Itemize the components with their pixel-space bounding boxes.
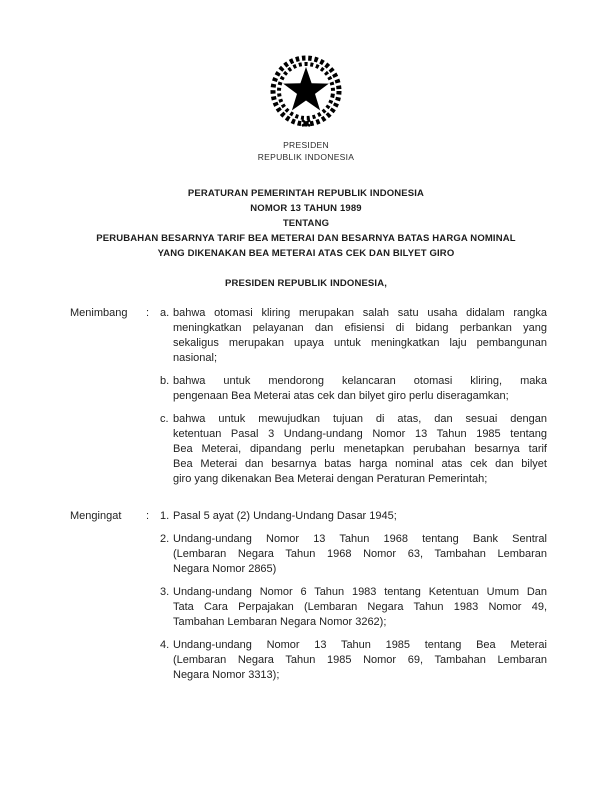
section-colon: : xyxy=(146,510,150,522)
item-marker: a. xyxy=(160,307,170,319)
item-text: bahwa untuk mewujudkan tujuan di atas, dan sesuai dengan ketentuan Pasal 3 Undang-undang Nomor 13 Tahun 1985 tentang Bea Meterai, dipandang perlu menetapkan perubahan besarnya tarif Bea Meterai dan besarnya batas harga nominal atas cek dan bilyet giro yang dikenakan Bea Meterai dengan Peraturan Pemerintah; xyxy=(173,413,547,485)
section-label: Mengingat xyxy=(70,510,122,522)
legal-basis-item-2 xyxy=(160,532,547,577)
item-marker: 2. xyxy=(160,533,170,545)
item-text: bahwa untuk mendorong kelancaran otomasi kliring, maka pengenaan Bea Meterai atas cek dan bilyet giro perlu diseragamkan; xyxy=(173,375,547,402)
item-marker: c. xyxy=(160,413,169,425)
section-menimbang xyxy=(70,306,612,487)
section-mengingat xyxy=(70,509,612,683)
section-label: Menimbang xyxy=(70,307,128,319)
section-items xyxy=(160,306,547,487)
document-body xyxy=(0,306,612,683)
national-emblem xyxy=(268,54,344,130)
item-marker: 4. xyxy=(160,639,170,651)
item-marker: 3. xyxy=(160,586,170,598)
legal-basis-item-1 xyxy=(160,509,547,524)
item-text: Undang-undang Nomor 6 Tahun 1983 tentang Ketentuan Umum Dan Tata Cara Perpajakan (Lembaran Negara Tahun 1983 Nomor 49, Tambahan Lembaran Negara Nomor 3262); xyxy=(173,586,547,628)
consideration-item-a xyxy=(160,306,547,366)
legal-basis-item-3 xyxy=(160,585,547,630)
salutation-line: PRESIDEN REPUBLIK INDONESIA, xyxy=(224,278,388,289)
item-text: Undang-undang Nomor 13 Tahun 1968 tentang Bank Sentral (Lembaran Negara Tahun 1968 Nomor 63, Tambahan Lembaran Negara Nomor 2865) xyxy=(173,533,547,575)
consideration-item-c xyxy=(160,412,547,487)
consideration-item-b xyxy=(160,374,547,404)
item-text: bahwa otomasi kliring merupakan salah satu usaha didalam rangka meningkatkan pelayanan dan efisiensi di bidang perbankan yang sekaligus merupakan upaya untuk meningkatkan laju pembangunan nasional; xyxy=(173,307,547,364)
document-title: PERATURAN PEMERINTAH REPUBLIK INDONESIA NOMOR 13 TAHUN 1989 TENTANG PERUBAHAN BESARNYA TARIF BEA METERAI DAN BESARNYA BATAS HARGA NOMINAL YANG DIKENAKAN BEA METERAI ATAS CEK DAN BILYET GIRO xyxy=(96,188,516,259)
section-colon: : xyxy=(146,307,150,319)
section-items xyxy=(160,509,547,683)
item-text: Pasal 5 ayat (2) Undang-Undang Dasar 1945; xyxy=(173,510,397,522)
item-marker: 1. xyxy=(160,510,170,522)
legal-basis-item-4 xyxy=(160,638,547,683)
star-wreath-icon xyxy=(268,54,344,130)
letterhead: PRESIDEN REPUBLIK INDONESIA xyxy=(257,140,355,162)
item-marker: b. xyxy=(160,375,170,387)
item-text: Undang-undang Nomor 13 Tahun 1985 tentang Bea Meterai (Lembaran Negara Tahun 1985 Nomor 69, Tambahan Lembaran Negara Nomor 3313); xyxy=(173,639,547,681)
